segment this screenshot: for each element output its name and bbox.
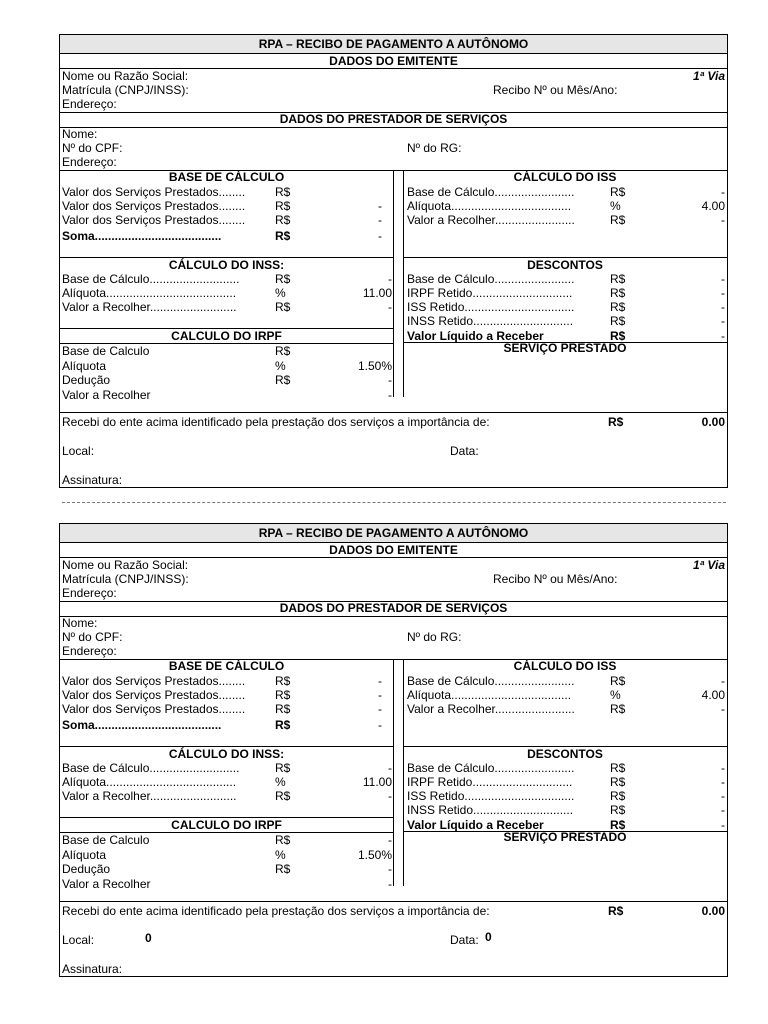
prestador-rg-label: Nº do RG: <box>407 630 462 644</box>
descontos-row-value: - <box>721 272 725 286</box>
via-label: 1ª Via <box>692 558 725 572</box>
base-calculo-heading: BASE DE CÁLCULO <box>168 170 285 184</box>
descontos-row-value: - <box>721 761 725 775</box>
descontos-row-value: - <box>721 775 725 789</box>
inss-row-unit: R$ <box>275 789 291 803</box>
irpf-row-label: Valor a Recolher <box>62 876 151 891</box>
cut-line <box>62 502 726 503</box>
base-row-label: Valor dos Serviços Prestados........ <box>62 688 246 702</box>
recebi-value: 0.00 <box>701 415 725 429</box>
descontos-row-label: IRPF Retido.............................. <box>407 775 573 789</box>
panel-divider <box>403 170 404 397</box>
inss-row-label: Alíquota....................................... <box>62 775 237 789</box>
emitente-heading: DADOS DO EMITENTE <box>329 543 458 557</box>
iss-row-value: - <box>721 213 725 227</box>
irpf-row-unit: % <box>275 358 286 373</box>
iss-row-label: Alíquota.................................... <box>407 199 572 213</box>
prestador-cpf-label: Nº do CPF: <box>62 630 123 644</box>
servico-prestado-heading: SERVIÇO PRESTADO <box>503 830 627 844</box>
irpf-row-label: Base de Calculo <box>62 833 150 847</box>
base-row-label: Valor dos Serviços Prestados........ <box>62 702 246 716</box>
endereco-label: Endereço: <box>62 97 117 111</box>
data-label: Data: <box>450 444 479 458</box>
soma-label: Soma...................................... <box>62 718 222 732</box>
recibo-numero-label: Recibo Nº ou Mês/Ano: <box>493 572 618 586</box>
base-row-unit: R$ <box>275 688 291 702</box>
valor-liquido-value: - <box>721 818 725 832</box>
iss-row-label: Valor a Recolher........................ <box>407 702 575 716</box>
iss-row-value: - <box>721 702 725 716</box>
base-row-value: - <box>378 688 382 702</box>
irpf-row-label: Alíquota <box>62 847 107 862</box>
prestador-endereco-label: Endereço: <box>62 644 117 658</box>
divider <box>60 901 727 902</box>
irpf-heading: CALCULO DO IRPF <box>171 818 282 832</box>
inss-row-value: - <box>388 272 392 286</box>
inss-row-value: - <box>388 789 392 803</box>
iss-row-value: - <box>721 185 725 199</box>
base-row-label: Valor dos Serviços Prestados........ <box>62 199 246 213</box>
base-row-value: - <box>378 199 382 213</box>
inss-row-label: Alíquota....................................... <box>62 286 237 300</box>
receipt-title: RPA – RECIBO DE PAGAMENTO A AUTÔNOMO <box>258 37 529 51</box>
irpf-row-unit: % <box>275 847 286 862</box>
valor-liquido-label: Valor Líquido a Receber <box>407 818 544 832</box>
irpf-row-unit: R$ <box>275 373 291 387</box>
irpf-row-value: - <box>388 373 392 387</box>
local-value: 0 <box>145 931 152 945</box>
iss-row-unit: R$ <box>610 185 626 199</box>
prestador-rg-label: Nº do RG: <box>407 141 462 155</box>
base-row-unit: R$ <box>275 674 291 688</box>
matricula-label: Matrícula (CNPJ/INSS): <box>62 83 189 97</box>
iss-row-value: 4.00 <box>701 688 725 702</box>
irpf-row-label: Base de Calculo <box>62 344 150 358</box>
descontos-row-value: - <box>721 314 725 328</box>
inss-row-unit: R$ <box>275 761 291 775</box>
irpf-row-label: Valor a Recolher <box>62 387 151 402</box>
irpf-heading: CALCULO DO IRPF <box>171 329 282 343</box>
irpf-row-value: - <box>388 833 392 847</box>
servico-prestado-heading: SERVIÇO PRESTADO <box>503 341 627 355</box>
iss-row-label: Base de Cálculo........................ <box>407 185 575 199</box>
inss-row-unit: R$ <box>275 272 291 286</box>
emitente-heading: DADOS DO EMITENTE <box>329 54 458 68</box>
descontos-row-label: INSS Retido.............................. <box>407 803 574 817</box>
panel-divider <box>393 659 394 886</box>
base-row-value: - <box>378 213 382 227</box>
matricula-label: Matrícula (CNPJ/INSS): <box>62 572 189 586</box>
iss-row-unit: % <box>610 199 621 213</box>
valor-liquido-label: Valor Líquido a Receber <box>407 329 544 343</box>
assinatura-label: Assinatura: <box>62 473 123 487</box>
descontos-row-unit: R$ <box>610 300 626 314</box>
descontos-row-label: Base de Cálculo........................ <box>407 272 575 286</box>
recibo-numero-label: Recibo Nº ou Mês/Ano: <box>493 83 618 97</box>
prestador-nome-label: Nome: <box>62 127 98 141</box>
irpf-row-value: - <box>388 387 392 402</box>
prestador-cpf-label: Nº do CPF: <box>62 141 123 155</box>
irpf-row-unit: R$ <box>275 862 291 876</box>
descontos-row-label: INSS Retido.............................. <box>407 314 574 328</box>
via-label: 1ª Via <box>692 69 725 83</box>
recebi-statement: Recebi do ente acima identificado pela prestação dos serviços a importância de: <box>62 904 490 918</box>
descontos-row-label: IRPF Retido.............................. <box>407 286 573 300</box>
descontos-row-value: - <box>721 300 725 314</box>
inss-row-unit: % <box>275 775 286 789</box>
recebi-unit: R$ <box>608 415 624 429</box>
inss-row-unit: R$ <box>275 300 291 314</box>
irpf-row-value: 1.50% <box>357 847 392 862</box>
base-row-label: Valor dos Serviços Prestados........ <box>62 185 246 199</box>
descontos-row-label: ISS Retido................................. <box>407 789 575 803</box>
descontos-heading: DESCONTOS <box>527 258 603 272</box>
iss-row-label: Alíquota.................................... <box>407 688 572 702</box>
irpf-row-value: 1.50% <box>357 358 392 373</box>
irpf-row-value: - <box>388 876 392 891</box>
inss-heading: CÁLCULO DO INSS: <box>168 747 285 761</box>
prestador-heading: DADOS DO PRESTADOR DE SERVIÇOS <box>279 112 508 126</box>
inss-heading: CÁLCULO DO INSS: <box>168 258 285 272</box>
panel-divider <box>393 170 394 397</box>
endereco-label: Endereço: <box>62 586 117 600</box>
divider <box>60 412 727 413</box>
base-row-unit: R$ <box>275 702 291 716</box>
descontos-row-unit: R$ <box>610 286 626 300</box>
soma-unit: R$ <box>275 718 291 732</box>
divider <box>60 616 727 617</box>
base-row-label: Valor dos Serviços Prestados........ <box>62 213 246 227</box>
descontos-row-unit: R$ <box>610 314 626 328</box>
base-row-value: - <box>378 702 382 716</box>
iss-row-unit: % <box>610 688 621 702</box>
descontos-row-unit: R$ <box>610 803 626 817</box>
panel-divider <box>403 659 404 886</box>
inss-row-value: - <box>388 761 392 775</box>
soma-label: Soma...................................... <box>62 229 222 243</box>
soma-unit: R$ <box>275 229 291 243</box>
iss-row-label: Valor a Recolher........................ <box>407 213 575 227</box>
iss-row-value: - <box>721 674 725 688</box>
descontos-row-label: Base de Cálculo........................ <box>407 761 575 775</box>
base-calculo-heading: BASE DE CÁLCULO <box>168 659 285 673</box>
descontos-row-label: ISS Retido................................. <box>407 300 575 314</box>
base-row-label: Valor dos Serviços Prestados........ <box>62 674 246 688</box>
valor-liquido-unit: R$ <box>610 818 626 832</box>
irpf-row-label: Dedução <box>62 373 111 387</box>
inss-row-value: - <box>388 300 392 314</box>
local-label: Local: <box>62 933 95 947</box>
irpf-row-label: Alíquota <box>62 358 107 373</box>
base-row-value: - <box>378 674 382 688</box>
prestador-heading: DADOS DO PRESTADOR DE SERVIÇOS <box>279 601 508 615</box>
irpf-row-label: Dedução <box>62 862 111 876</box>
recebi-statement: Recebi do ente acima identificado pela prestação dos serviços a importância de: <box>62 415 490 429</box>
descontos-row-value: - <box>721 286 725 300</box>
receipt-title: RPA – RECIBO DE PAGAMENTO A AUTÔNOMO <box>258 526 529 540</box>
data-label: Data: <box>450 933 479 947</box>
rpa-receipt-form <box>59 523 728 977</box>
descontos-heading: DESCONTOS <box>527 747 603 761</box>
descontos-row-unit: R$ <box>610 775 626 789</box>
descontos-row-unit: R$ <box>610 789 626 803</box>
iss-heading: CÁLCULO DO ISS <box>513 659 617 673</box>
inss-row-label: Base de Cálculo........................... <box>62 761 240 775</box>
soma-value: - <box>378 718 382 732</box>
iss-row-unit: R$ <box>610 674 626 688</box>
soma-value: - <box>378 229 382 243</box>
descontos-row-unit: R$ <box>610 272 626 286</box>
valor-liquido-value: - <box>721 329 725 343</box>
local-label: Local: <box>62 444 95 458</box>
iss-heading: CÁLCULO DO ISS <box>513 170 617 184</box>
inss-row-value: 11.00 <box>362 286 392 300</box>
prestador-nome-label: Nome: <box>62 616 98 630</box>
inss-row-value: 11.00 <box>362 775 392 789</box>
base-row-unit: R$ <box>275 185 291 199</box>
iss-row-unit: R$ <box>610 213 626 227</box>
descontos-row-value: - <box>721 803 725 817</box>
inss-row-unit: % <box>275 286 286 300</box>
base-row-unit: R$ <box>275 213 291 227</box>
prestador-endereco-label: Endereço: <box>62 155 117 169</box>
irpf-row-unit: R$ <box>275 344 291 358</box>
descontos-row-unit: R$ <box>610 761 626 775</box>
inss-row-label: Valor a Recolher.......................... <box>62 789 237 803</box>
nome-razao-label: Nome ou Razão Social: <box>62 558 189 572</box>
rpa-receipt-form <box>59 34 728 488</box>
descontos-row-value: - <box>721 789 725 803</box>
iss-row-value: 4.00 <box>701 199 725 213</box>
valor-liquido-unit: R$ <box>610 329 626 343</box>
base-row-unit: R$ <box>275 199 291 213</box>
data-value: 0 <box>485 930 492 944</box>
inss-row-label: Valor a Recolher.......................... <box>62 300 237 314</box>
nome-razao-label: Nome ou Razão Social: <box>62 69 189 83</box>
recebi-value: 0.00 <box>701 904 725 918</box>
inss-row-label: Base de Cálculo........................... <box>62 272 240 286</box>
irpf-row-unit: R$ <box>275 833 291 847</box>
divider <box>60 127 727 128</box>
iss-row-unit: R$ <box>610 702 626 716</box>
iss-row-label: Base de Cálculo........................ <box>407 674 575 688</box>
assinatura-label: Assinatura: <box>62 962 123 976</box>
recebi-unit: R$ <box>608 904 624 918</box>
irpf-row-value: - <box>388 862 392 876</box>
